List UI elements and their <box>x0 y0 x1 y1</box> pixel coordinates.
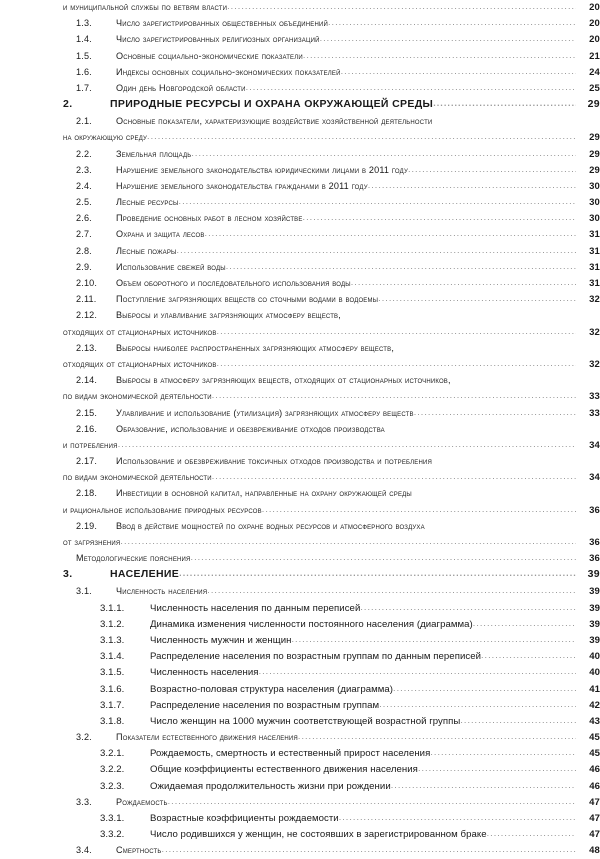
toc-entry-title: Улавливание и использование (утилизация) загрязняющих атмосферу веществ <box>116 407 414 418</box>
toc-entry-number: 2.8. <box>76 245 92 256</box>
toc-dot-leader <box>473 616 576 632</box>
toc-entry-page-number: 39 <box>587 568 600 581</box>
toc-entry-number: 2.1. <box>76 116 92 127</box>
toc-entry-title: Один день Новгородской области <box>116 82 246 93</box>
toc-dot-leader <box>227 0 576 14</box>
toc-dot-leader <box>460 713 576 729</box>
toc-entry-title: Основные показатели, характеризующие воздействие хозяйственной деятельности <box>116 116 433 127</box>
toc-entry-page-number: 30 <box>589 180 600 192</box>
toc-entry-number: 3.1.3. <box>100 634 125 646</box>
toc-entry-title: Численность населения <box>150 667 259 679</box>
toc-entry[interactable] <box>0 632 600 648</box>
toc-entry-page-number: 36 <box>589 553 600 565</box>
toc-dot-leader <box>262 502 576 517</box>
toc-dot-leader <box>408 162 576 177</box>
toc-entry-page-number: 29 <box>589 132 600 144</box>
toc-entry-title: Поступление загрязняющих веществ со сточными водами в водоемы <box>116 294 379 305</box>
toc-entry-number: 3.1.1. <box>100 602 125 614</box>
toc-entry[interactable] <box>0 31 600 47</box>
toc-entry[interactable] <box>0 259 600 275</box>
toc-entry-number: 3.2.2. <box>100 764 125 776</box>
toc-entry-number: 2.3. <box>76 164 92 175</box>
toc-entry-title: Нарушение земельного законодательства юридическими лицами в 2011 году <box>116 164 408 175</box>
toc-dot-leader <box>339 810 576 826</box>
toc-entry-page-number: 24 <box>589 66 600 78</box>
toc-entry[interactable] <box>0 648 600 664</box>
toc-dot-leader <box>430 745 576 761</box>
toc-entry[interactable] <box>0 340 600 356</box>
toc-entry[interactable] <box>0 356 600 372</box>
toc-entry[interactable] <box>0 405 600 421</box>
toc-entry-number: 2.10. <box>76 278 98 288</box>
toc-dot-leader <box>292 632 577 648</box>
toc-entry-page-number: 46 <box>589 764 600 776</box>
toc-entry-title: Возрастно-половая структура населения (диаграмма) <box>150 683 394 695</box>
toc-dot-leader <box>393 681 576 697</box>
toc-dot-leader <box>177 243 576 258</box>
toc-entry-page-number: 47 <box>589 813 600 824</box>
toc-entry[interactable] <box>0 713 600 729</box>
toc-entry-title: Динамика изменения численности постоянного населения (диаграмма) <box>150 618 473 630</box>
toc-dot-leader <box>360 600 576 616</box>
toc-entry-number: 1.3. <box>76 18 92 29</box>
toc-entry-page-number: 29 <box>589 148 600 160</box>
toc-entry-title: и муниципальной службы по ветвям власти <box>63 2 228 12</box>
toc-entry-title: Методологические пояснения <box>76 553 191 564</box>
toc-entry[interactable] <box>0 291 600 307</box>
toc-entry-title: Лесные пожары <box>116 245 177 256</box>
toc-entry[interactable] <box>0 778 600 794</box>
toc-entry-page-number: 32 <box>589 294 600 306</box>
toc-dot-leader <box>303 210 576 225</box>
toc-entry-page-number: 20 <box>589 18 600 30</box>
toc-entry-title: Общие коэффициенты естественного движения населения <box>150 764 418 776</box>
toc-entry-title: Численность мужчин и женщин <box>150 634 292 646</box>
toc-entry-number: 1.7. <box>76 82 92 93</box>
toc-entry-number: 2.14. <box>76 375 98 386</box>
toc-entry-title: Рождаемость <box>116 796 168 807</box>
toc-entry-number: 2.16. <box>76 423 98 434</box>
toc-entry[interactable] <box>0 745 600 761</box>
toc-entry-number: 2. <box>63 98 73 111</box>
toc-dot-leader <box>378 291 576 306</box>
toc-entry-title: Численность населения <box>116 586 208 597</box>
toc-entry-page-number: 40 <box>589 667 600 679</box>
toc-entry-title: Число зарегистрированных общественных объединений <box>116 18 328 29</box>
toc-entry-number: 3.1. <box>76 586 92 597</box>
toc-entry-page-number: 39 <box>589 602 600 614</box>
toc-dot-leader <box>259 664 576 680</box>
toc-entry-title: Возрастные коэффициенты рождаемости <box>150 813 339 824</box>
toc-entry-page-number: 21 <box>589 50 600 62</box>
toc-dot-leader <box>191 146 576 161</box>
toc-entry[interactable] <box>0 794 600 810</box>
toc-entry[interactable] <box>0 96 600 113</box>
toc-entry-page-number: 46 <box>589 780 600 792</box>
toc-dot-leader <box>212 469 576 484</box>
toc-entry[interactable] <box>0 842 600 858</box>
toc-dot-leader <box>226 259 576 274</box>
toc-dot-leader <box>487 826 576 842</box>
toc-entry-title: Число зарегистрированных религиозных организаций <box>116 34 320 45</box>
toc-entry-number: 3.2.3. <box>100 780 125 792</box>
toc-entry-title: НАСЕЛЕНИЕ <box>110 568 180 581</box>
toc-entry[interactable] <box>0 0 600 15</box>
toc-dot-leader <box>341 64 576 79</box>
toc-dot-leader <box>433 96 576 112</box>
toc-entry-title: Смертность <box>116 845 162 856</box>
toc-entry[interactable] <box>0 469 600 485</box>
toc-entry-page-number: 29 <box>587 98 600 111</box>
toc-dot-leader <box>351 275 576 290</box>
toc-entry-title: Ожидаемая продолжительность жизни при рождении <box>150 780 391 792</box>
toc-entry[interactable] <box>0 129 600 145</box>
toc-entry-page-number: 33 <box>589 407 600 419</box>
toc-entry[interactable] <box>0 681 600 697</box>
toc-entry-title: Использование и обезвреживание токсичных отходов производства и потребления <box>116 456 432 467</box>
toc-entry[interactable] <box>0 243 600 259</box>
toc-entry-title: Объем оборотного и последовательного использования воды <box>116 278 351 288</box>
toc-entry-title: Лесные ресурсы <box>116 197 179 208</box>
toc-entry[interactable] <box>0 275 600 291</box>
toc-dot-leader <box>207 583 576 598</box>
toc-entry-title: Земельная площадь <box>116 148 192 159</box>
toc-entry[interactable] <box>0 80 600 96</box>
toc-entry-page-number: 31 <box>589 229 600 241</box>
toc-entry-number: 2.19. <box>76 520 98 531</box>
toc-entry-title: Нарушение земельного законодательства гражданами в 2011 году <box>116 180 368 191</box>
toc-entry[interactable] <box>0 421 600 437</box>
toc-dot-leader <box>298 729 576 744</box>
toc-dot-leader <box>191 550 576 565</box>
toc-entry-page-number: 20 <box>589 2 600 13</box>
toc-entry-page-number: 25 <box>589 82 600 94</box>
toc-entry-number: 1.5. <box>76 50 92 61</box>
toc-entry-page-number: 33 <box>589 391 600 403</box>
toc-dot-leader <box>212 388 576 403</box>
toc-entry-page-number: 43 <box>589 715 600 727</box>
toc-dot-leader <box>246 80 576 95</box>
toc-entry-title: по видам экономической деятельности <box>63 472 212 483</box>
toc-dot-leader <box>328 15 576 30</box>
toc-entry-title: Инвестиции в основной капитал, направленные на охрану окружающей среды <box>116 488 412 499</box>
toc-entry-title: Проведение основных работ в лесном хозяйстве <box>116 213 303 224</box>
toc-entry-number: 2.17. <box>76 456 98 467</box>
toc-entry-number: 2.12. <box>76 310 98 321</box>
toc-dot-leader <box>414 405 576 420</box>
toc-dot-leader <box>147 129 576 144</box>
toc-entry-number: 3.1.6. <box>100 683 125 695</box>
toc-entry-title: Численность населения по данным переписей <box>150 602 361 614</box>
toc-entry-title: Число родившихся у женщин, не состоявших в зарегистрированном браке <box>150 829 487 841</box>
toc-entry-page-number: 29 <box>589 164 600 176</box>
toc-entry-title: от загрязнения <box>63 537 121 547</box>
toc-entry-number: 2.15. <box>76 407 98 418</box>
toc-entry-page-number: 45 <box>589 748 600 760</box>
toc-entry[interactable] <box>0 583 600 599</box>
toc-entry-title: Охрана и защита лесов <box>116 229 205 240</box>
toc-entry-page-number: 48 <box>589 845 600 857</box>
toc-entry-title: Число женщин на 1000 мужчин соответствующей возрастной группы <box>150 715 461 727</box>
toc-entry-page-number: 20 <box>589 34 600 46</box>
toc-entry-page-number: 39 <box>589 634 600 646</box>
toc-entry-title: Распределение населения по возрастным группам по данным переписей <box>150 651 481 663</box>
toc-entry-number: 2.2. <box>76 148 92 159</box>
toc-entry-title: Использование свежей воды <box>116 261 226 272</box>
toc-entry-page-number: 47 <box>589 829 600 841</box>
toc-entry-number: 3.1.7. <box>100 699 125 711</box>
toc-entry-number: 2.6. <box>76 213 92 224</box>
toc-entry[interactable] <box>0 518 600 534</box>
toc-entry-title: отходящих от стационарных источников <box>63 358 217 369</box>
toc-entry-page-number: 32 <box>589 358 600 370</box>
toc-entry-title: Образование, использование и обезвреживание отходов производства <box>116 423 385 434</box>
toc-dot-leader <box>118 437 576 452</box>
toc-dot-leader <box>418 761 576 777</box>
toc-entry[interactable] <box>0 388 600 404</box>
toc-dot-leader <box>217 356 576 371</box>
toc-entry-page-number: 34 <box>589 472 600 484</box>
toc-entry-number: 3.1.4. <box>100 651 125 663</box>
toc-entry[interactable] <box>0 534 600 550</box>
toc-entry-title: Выбросы и улавливание загрязняющих атмосферу веществ, <box>116 310 341 321</box>
toc-entry-title: Ввод в действие мощностей по охране водных ресурсов и атмосферного воздуха <box>116 520 425 531</box>
toc-entry-title: Выбросы наиболее распространенных загрязняющих атмосферу веществ, <box>116 342 395 353</box>
toc-entry[interactable] <box>0 810 600 826</box>
toc-entry-number: 3.1.5. <box>100 667 125 679</box>
toc-entry-number: 2.18. <box>76 488 98 499</box>
toc-dot-leader <box>379 697 576 713</box>
toc-entry-page-number: 30 <box>589 213 600 225</box>
toc-entry[interactable] <box>0 48 600 64</box>
toc-entry-page-number: 36 <box>589 504 600 516</box>
toc-entry-page-number: 39 <box>589 618 600 630</box>
toc-entry-title: на окружающую среду <box>63 132 148 143</box>
toc-entry-number: 3.2.1. <box>100 748 125 760</box>
toc-dot-leader <box>179 566 576 582</box>
toc-entry[interactable] <box>0 437 600 453</box>
toc-entry[interactable] <box>0 324 600 340</box>
toc-entry-number: 3.3.1. <box>100 813 125 824</box>
toc-entry-page-number: 32 <box>589 326 600 338</box>
toc-entry[interactable] <box>0 502 600 518</box>
toc-entry[interactable] <box>0 826 600 842</box>
toc-entry-page-number: 42 <box>589 699 600 711</box>
toc-dot-leader <box>217 324 576 339</box>
toc-entry-number: 2.11. <box>76 294 97 305</box>
toc-dot-leader <box>162 842 576 857</box>
toc-entry-page-number: 36 <box>589 537 600 548</box>
toc-entry-page-number: 39 <box>589 586 600 598</box>
toc-entry-title: Выбросы в атмосферу загрязняющих веществ, отходящих от стационарных источников, <box>116 375 451 386</box>
toc-entry-title: Индексы основных социально-экономических показателей <box>116 66 341 77</box>
toc-entry-page-number: 30 <box>589 197 600 209</box>
toc-entry[interactable] <box>0 729 600 745</box>
toc-entry-number: 2.13. <box>76 342 98 353</box>
toc-entry[interactable] <box>0 210 600 226</box>
toc-entry[interactable] <box>0 372 600 388</box>
toc-entry-number: 3.3.2. <box>100 829 125 841</box>
toc-entry-title: Рождаемость, смертность и естественный прирост населения <box>150 748 431 760</box>
toc-entry-number: 2.9. <box>76 261 92 272</box>
toc-entry-title: ПРИРОДНЫЕ РЕСУРСЫ И ОХРАНА ОКРУЖАЮЩЕЙ СРЕДЫ <box>110 98 434 111</box>
toc-entry[interactable] <box>0 162 600 178</box>
toc-entry[interactable] <box>0 600 600 616</box>
toc-entry-number: 3.1.2. <box>100 618 125 630</box>
toc-entry-page-number: 41 <box>589 683 600 695</box>
toc-dot-leader <box>205 226 576 241</box>
toc-entry[interactable] <box>0 307 600 323</box>
toc-entry-number: 2.4. <box>76 180 92 191</box>
toc-entry-title: отходящих от стационарных источников <box>63 326 217 337</box>
toc-entry-number: 1.6. <box>76 66 92 77</box>
toc-entry[interactable] <box>0 485 600 501</box>
toc-dot-leader <box>179 194 576 209</box>
toc-entry-number: 3.4. <box>76 845 92 856</box>
toc-entry[interactable] <box>0 113 600 129</box>
toc-entry[interactable] <box>0 664 600 680</box>
toc-entry[interactable] <box>0 146 600 162</box>
toc-entry-title: Показатели естественного движения населения <box>116 732 298 743</box>
toc-dot-leader <box>368 178 576 193</box>
toc-entry-number: 3. <box>63 568 73 581</box>
toc-entry[interactable] <box>0 453 600 469</box>
toc-dot-leader <box>391 778 576 794</box>
toc-entry-number: 3.1.8. <box>100 715 125 727</box>
toc-entry-title: Распределение населения по возрастным группам <box>150 699 380 711</box>
toc-entry-number: 3.2. <box>76 732 92 743</box>
toc-entry-title: и потребления <box>63 439 118 450</box>
toc-entry-number: 1.4. <box>76 34 92 45</box>
toc-entry-page-number: 31 <box>589 278 600 289</box>
toc-entry-number: 3.3. <box>76 796 92 807</box>
toc-entry[interactable] <box>0 226 600 242</box>
toc-entry[interactable] <box>0 194 600 210</box>
toc-entry[interactable] <box>0 616 600 632</box>
toc-entry-title: и рациональное использование природных ресурсов <box>63 504 262 515</box>
toc-entry-title: по видам экономической деятельности <box>63 391 212 402</box>
toc-entry[interactable] <box>0 566 600 583</box>
toc-entry-number: 2.5. <box>76 197 92 208</box>
toc-entry-page-number: 45 <box>589 732 600 744</box>
toc-entry-page-number: 40 <box>589 651 600 663</box>
toc-entry-number: 2.7. <box>76 229 92 240</box>
toc-entry[interactable] <box>0 15 600 31</box>
toc-entry-page-number: 47 <box>589 796 600 808</box>
toc-entry[interactable] <box>0 550 600 566</box>
toc-dot-leader <box>320 31 576 46</box>
toc-dot-leader <box>120 534 576 549</box>
toc-entry[interactable] <box>0 761 600 777</box>
toc-entry-title: Основные социально-экономические показатели <box>116 50 303 61</box>
toc-dot-leader <box>303 48 576 63</box>
toc-entry-page-number: 34 <box>589 439 600 451</box>
toc-dot-leader <box>481 648 576 664</box>
toc-dot-leader <box>168 794 576 809</box>
toc-entry[interactable] <box>0 178 600 194</box>
toc-entry-page-number: 31 <box>589 261 600 273</box>
toc-entry[interactable] <box>0 64 600 80</box>
toc-entry-page-number: 31 <box>589 245 600 257</box>
toc-entry[interactable] <box>0 697 600 713</box>
